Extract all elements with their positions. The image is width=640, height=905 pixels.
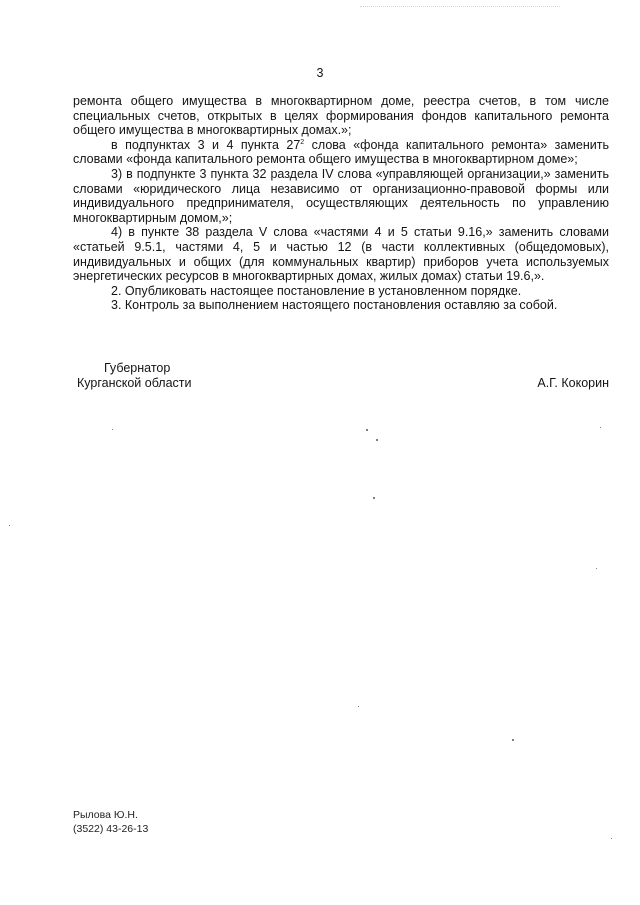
superscript: 2 <box>300 138 305 146</box>
scan-speck <box>366 429 368 431</box>
scan-speck <box>112 429 113 430</box>
scan-speck <box>611 838 612 839</box>
scan-speck <box>596 568 597 569</box>
paragraph-continuation: ремонта общего имущества в многоквартирном доме, реестра счетов, в том числе специальных счетов, открытых в целях формирования фондов капитального ремонта общего имущества в многоквартирных домах.»; <box>73 94 609 138</box>
signatory-name: А.Г. Кокорин <box>537 376 609 390</box>
executor-name: Рылова Ю.Н. <box>73 809 138 821</box>
scan-speck <box>9 525 10 526</box>
signatory-title: Губернатор <box>104 361 171 375</box>
paragraph-item-3: 3) в подпункте 3 пункта 32 раздела IV слова «управляющей организации,» заменить словами «юридического лица независимо от организационно-правовой формы или индивидуального предпринимателя, осуществляющих деятельность по управлению многоквартирным домом,»; <box>73 166 609 225</box>
scan-speck <box>373 497 375 499</box>
paragraph-subitems-3-4 <box>73 138 609 167</box>
executor-info <box>73 809 148 836</box>
paragraph-text: слова «фонда капитального ремонта» заменить словами «фонда капитального ремонта общего имущества в многоквартирном доме»; <box>73 137 609 167</box>
paragraph-item-4: 4) в пункте 38 раздела V слова «частями 4 и 5 статьи 9.16,» заменить словами «статьей 9.5.1, частями 4, 5 и частью 12 (в части коллективных (общедомовых), индивидуальных и общих (для коммунальных квартир) приборов учета используемых энергетических ресурсов в многоквартирных домах, жилых домах) статьи 19.6,». <box>73 225 609 284</box>
scan-speck <box>376 439 378 441</box>
paragraph-control: 3. Контроль за выполнением настоящего постановления оставляю за собой. <box>111 298 558 313</box>
scan-speck <box>358 706 359 707</box>
signatory-region: Курганской области <box>77 376 192 390</box>
executor-phone: (3522) 43-26-13 <box>73 822 149 835</box>
paragraph-publish: 2. Опубликовать настоящее постановление в установленном порядке. <box>111 283 522 298</box>
scan-artifact-top <box>360 6 560 9</box>
signature-block <box>77 361 609 401</box>
scan-speck <box>512 739 514 741</box>
paragraph-text: в подпунктах 3 и 4 пункта 27 <box>111 137 301 152</box>
scan-speck <box>600 427 601 428</box>
document-body <box>73 94 609 313</box>
page-number: 3 <box>316 66 324 80</box>
